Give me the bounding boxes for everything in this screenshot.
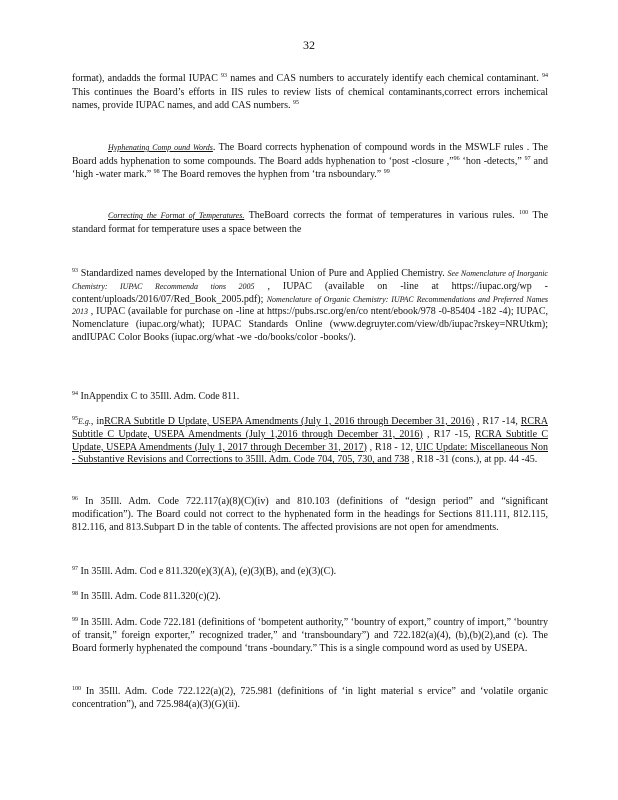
footnote-99 bbox=[72, 617, 548, 655]
text: format), andadds the formal IUPAC bbox=[72, 73, 222, 84]
footnote-ref-99[interactable]: 99 bbox=[383, 169, 390, 176]
docket-title: RCRA Subtitle C Update, USEPA Amendments (July 1, 2017 through December 31, 2017) bbox=[72, 428, 548, 453]
text: In 35Ill. Adm. Code 722.181 (definitions of ‘bompetent authority,” ‘bountry of export,” country of import,” ‘bountry of transit,” foreign exporter,” recognized trader,” and ‘transboundary”) and 722.182(a)(4), (b),(b)(2),and (c). The Board formerly hyphenated the compound ‘trans -boundary.” This is a single compound word as used by USEPA. bbox=[72, 617, 548, 654]
footnote-98 bbox=[72, 591, 548, 604]
text: and ‘high -water mark.” bbox=[72, 155, 548, 181]
body-paragraph-hyphenation bbox=[72, 141, 548, 182]
text: , in bbox=[90, 416, 105, 427]
text: , R18 -31 (cons.), at pp. 44 -45. bbox=[409, 454, 538, 466]
footnote-96 bbox=[72, 496, 548, 534]
footnote-ref-97[interactable]: 97 bbox=[524, 155, 531, 162]
text: In 35Ill. Adm. Cod e 811.320(e)(3)(A), (e)(3)(B), and (e)(3)(C). bbox=[78, 566, 337, 577]
body-paragraph-temperatures bbox=[72, 209, 548, 236]
footnote-number: 98 bbox=[72, 591, 78, 597]
citation-title: See Nomenclature of Inorganic Chemistry: IUPAC Recommenda tions 2005 bbox=[72, 269, 548, 291]
footnote-number: 95 bbox=[72, 416, 78, 422]
body-paragraph-cas-numbers bbox=[72, 72, 548, 113]
footnote-number: 97 bbox=[72, 566, 78, 572]
footnote-ref-95[interactable]: 95 bbox=[293, 100, 299, 107]
docket-title: RCRA Subtitle C Update, USEPA Amendments (July 1,2016 through December 31, 2016) bbox=[72, 416, 548, 440]
text: . The Board corrects hyphenation of compound words in the MSWLF rules . The Board adds hyphenation to some compounds. The Board adds hyphenation to ‘post -closure ,” bbox=[72, 142, 548, 167]
footnote-ref-93[interactable]: 93 bbox=[221, 73, 228, 79]
footnote-100 bbox=[72, 686, 548, 712]
text: ‘hon -detects,” bbox=[459, 155, 525, 167]
text: , IUPAC (available on -line at https://iupac.org/wp -content/uploads/2016/07/Red_Book_2005.pdf); bbox=[72, 280, 548, 305]
text: In 35Ill. Adm. Code 722.117(a)(8)(C)(iv) and 810.103 (definitions of “design period” and “significant modification”). The Board could not correct to the hyphenated form in the headings for Sections 811.111, 812.115, 812.116, and 813.Subpart D in the table of contents. The affected provisions are not open for amendments. bbox=[72, 496, 548, 533]
footnote-94 bbox=[72, 391, 548, 404]
footnote-95 bbox=[72, 416, 548, 467]
text: InAppendix C to 35Ill. Adm. Code 811. bbox=[78, 391, 240, 402]
footnote-ref-96[interactable]: 96 bbox=[453, 155, 460, 162]
docket-title: RCRA Subtitle D Update, USEPA Amendments (July 1, 2016 through December 31, 2016) bbox=[104, 416, 475, 427]
text: names and CAS numbers to accurately identify each chemical contaminant. bbox=[227, 73, 542, 84]
text: In 35Ill. Adm. Code 722.122(a)(2), 725.981 (definitions of ‘in light material s ervice” and ‘volatile organic concentration”), and 725.984(a)(3)(G)(ii). bbox=[72, 686, 548, 710]
footnote-number: 99 bbox=[72, 617, 78, 623]
citation-title: Nomenclature of Organic Chemistry: IUPAC Recommendations and Preferred Names 2013 bbox=[72, 294, 549, 317]
section-heading-hyphenating: Hyphenating Comp ound Words bbox=[108, 143, 213, 152]
text: In 35Ill. Adm. Code 811.320(c)(2). bbox=[78, 591, 221, 602]
text: The Board removes the hyphen from ‘tra nsboundary.” bbox=[159, 169, 384, 181]
text: This continues the Board’s efforts in IIS rules to review lists of chemical contaminants,correct errors inchemical names, provide IUPAC names, and add CAS numbers. bbox=[72, 86, 548, 112]
footnote-93 bbox=[72, 268, 548, 345]
footnote-97 bbox=[72, 566, 548, 579]
text: , R18 - 12, bbox=[366, 441, 416, 453]
footnote-number: 96 bbox=[72, 496, 78, 502]
footnote-ref-94[interactable]: 94 bbox=[542, 73, 548, 79]
text: , R17 -14, bbox=[474, 416, 521, 427]
footnote-number: 93 bbox=[72, 268, 78, 274]
docket-title: UIC Update: Miscellaneous Non - Substantive Revisions and Corrections to 35Ill. Adm. Code 704, 705, 730, and 738 bbox=[72, 441, 548, 466]
text: The standard format for temperature uses a space between the bbox=[72, 210, 549, 235]
citation-signal: E.g. bbox=[78, 417, 91, 426]
text: TheBoard corrects the format of temperatures in various rules. bbox=[244, 210, 520, 221]
text: , R17 -15, bbox=[422, 428, 475, 440]
footnote-ref-98[interactable]: 98 bbox=[153, 169, 160, 176]
page-number: 32 bbox=[303, 38, 315, 52]
section-heading-temperatures: Correcting the Format of Temperatures. bbox=[108, 211, 245, 220]
footnote-number: 94 bbox=[72, 391, 78, 397]
footnote-number: 100 bbox=[72, 686, 81, 692]
text: , IUPAC (available for purchase on -line at https://pubs.rsc.org/en/co ntent/ebook/978 -0-85404 -182 -4); IUPAC, Nomenclature (iupac.org/what); IUPAC Standards Online (www.degruyter.com/view/db/iupac?rskey=NRUtkm); andIUPAC Color Books (iupac.org/what -we -do/books/color -books/). bbox=[72, 306, 548, 343]
footnote-ref-100[interactable]: 100 bbox=[519, 210, 529, 216]
text: Standardized names developed by the International Union of Pure and Applied Chemistry. bbox=[78, 268, 448, 279]
